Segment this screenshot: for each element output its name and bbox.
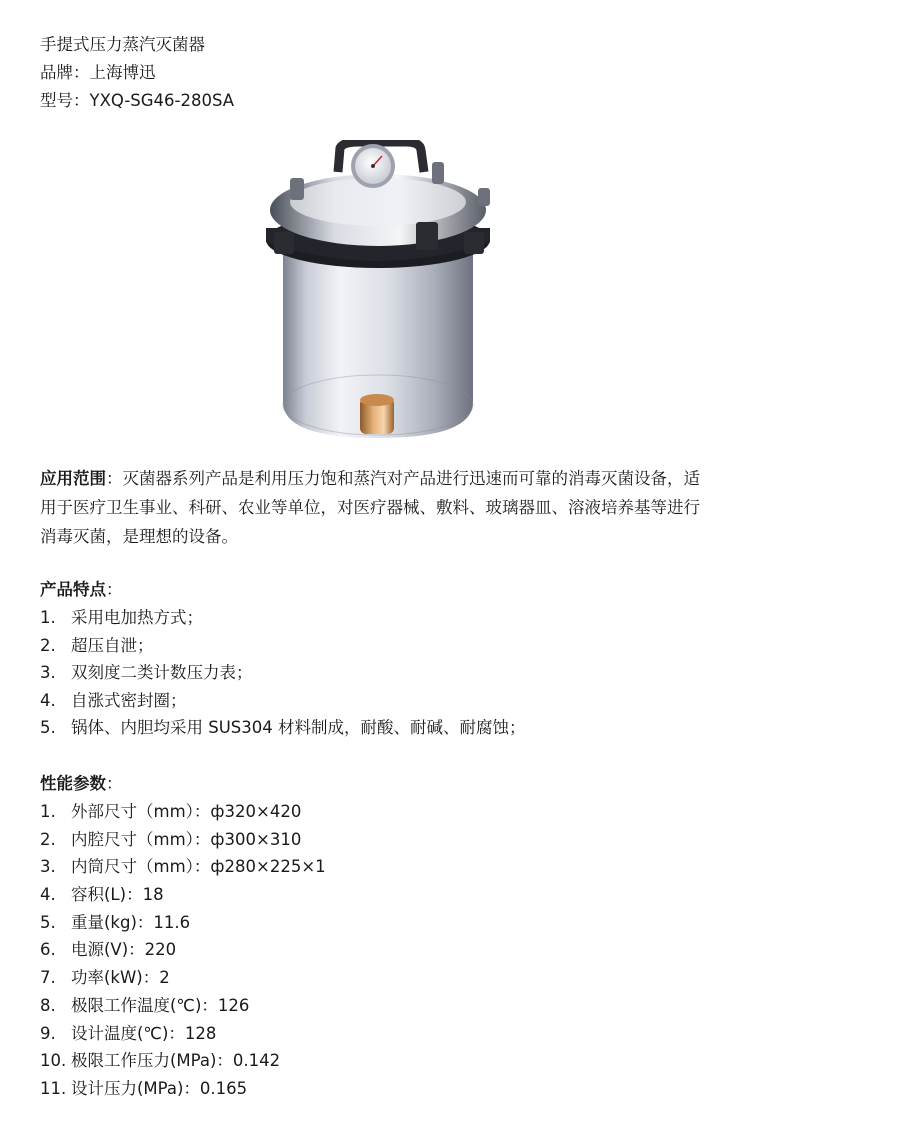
spec-number: 9.: [40, 1023, 56, 1043]
spec-item: [40, 853, 785, 881]
spec-text: 功率(kW)：2: [71, 968, 170, 988]
application-line-1: [40, 464, 785, 493]
feature-item: [40, 687, 785, 715]
spec-item: [40, 992, 785, 1020]
spec-number: 4.: [40, 885, 56, 905]
spec-text: 外部尺寸（mm）：ф320×420: [71, 802, 302, 821]
feature-number: 4.: [40, 690, 56, 710]
spec-text: 极限工作温度(℃)：126: [71, 995, 250, 1015]
feature-item: [40, 632, 785, 660]
spec-text: 设计温度(℃)：128: [71, 1023, 217, 1043]
specs-separator: ：: [106, 774, 123, 793]
feature-text: 锅体、内胆均采用 SUS304 材料制成，耐酸、耐碱、耐腐蚀；: [71, 718, 526, 738]
spec-item: [40, 1047, 785, 1075]
spec-item: [40, 1020, 785, 1048]
spec-item: [40, 881, 785, 909]
product-header: [40, 31, 234, 115]
spec-item: [40, 826, 785, 854]
spec-number: 6.: [40, 940, 56, 960]
feature-number: 5.: [40, 718, 56, 738]
spec-text: 重量(kg)：11.6: [71, 912, 191, 932]
feature-number: 3.: [40, 663, 56, 683]
spec-item: [40, 1075, 785, 1103]
spec-number: 2.: [40, 829, 56, 849]
specs-label: 性能参数: [40, 774, 106, 793]
spec-number: 11.: [40, 1078, 67, 1098]
features-label: 产品特点: [40, 580, 106, 599]
spec-number: 10.: [40, 1051, 67, 1071]
product-title: 手提式压力蒸汽灭菌器: [40, 35, 205, 54]
product-model: 型号：YXQ-SG46-280SA: [40, 91, 235, 110]
feature-item: [40, 604, 785, 632]
features-heading: [40, 576, 785, 604]
application-text-2: 用于医疗卫生事业、科研、农业等单位，对医疗器械、敷料、玻璃器皿、溶液培养基等进行: [40, 498, 700, 517]
feature-number: 2.: [40, 635, 56, 655]
spec-number: 5.: [40, 912, 56, 932]
application-label: 应用范围: [40, 469, 106, 488]
spec-number: 1.: [40, 802, 56, 821]
feature-text: 采用电加热方式；: [71, 608, 203, 627]
spec-number: 3.: [40, 857, 56, 877]
spec-text: 内筒尺寸（mm）：ф280×225×1: [71, 857, 326, 877]
feature-item: [40, 659, 785, 687]
specs-heading: [40, 770, 785, 798]
spec-item: [40, 798, 785, 826]
spec-text: 电源(V)：220: [71, 940, 177, 960]
application-section: [40, 464, 785, 551]
features-section: [40, 576, 785, 742]
spec-text: 容积(L)：18: [71, 885, 164, 905]
spec-number: 7.: [40, 968, 56, 988]
feature-number: 1.: [40, 608, 56, 627]
spec-item: [40, 909, 785, 937]
application-text-3: 消毒灭菌，是理想的设备。: [40, 527, 238, 546]
spec-text: 极限工作压力(MPa)：0.142: [71, 1051, 281, 1071]
spec-item: [40, 936, 785, 964]
features-separator: ：: [106, 580, 123, 599]
application-separator: ：: [106, 469, 123, 488]
feature-item: [40, 714, 785, 742]
spec-item: [40, 964, 785, 992]
product-brand: 品牌：上海博迅: [40, 63, 156, 82]
spec-text: 设计压力(MPa)：0.165: [71, 1078, 248, 1098]
feature-text: 双刻度二类计数压力表；: [71, 663, 253, 683]
feature-text: 超压自泄；: [71, 635, 154, 655]
autoclave-sterilizer-icon: [248, 140, 518, 445]
specs-section: [40, 770, 785, 1103]
spec-text: 内腔尺寸（mm）：ф300×310: [71, 829, 302, 849]
spec-number: 8.: [40, 995, 56, 1015]
feature-text: 自涨式密封圈；: [71, 690, 187, 710]
application-text-1: 灭菌器系列产品是利用压力饱和蒸汽对产品进行迅速而可靠的消毒灭菌设备，适: [122, 469, 700, 488]
